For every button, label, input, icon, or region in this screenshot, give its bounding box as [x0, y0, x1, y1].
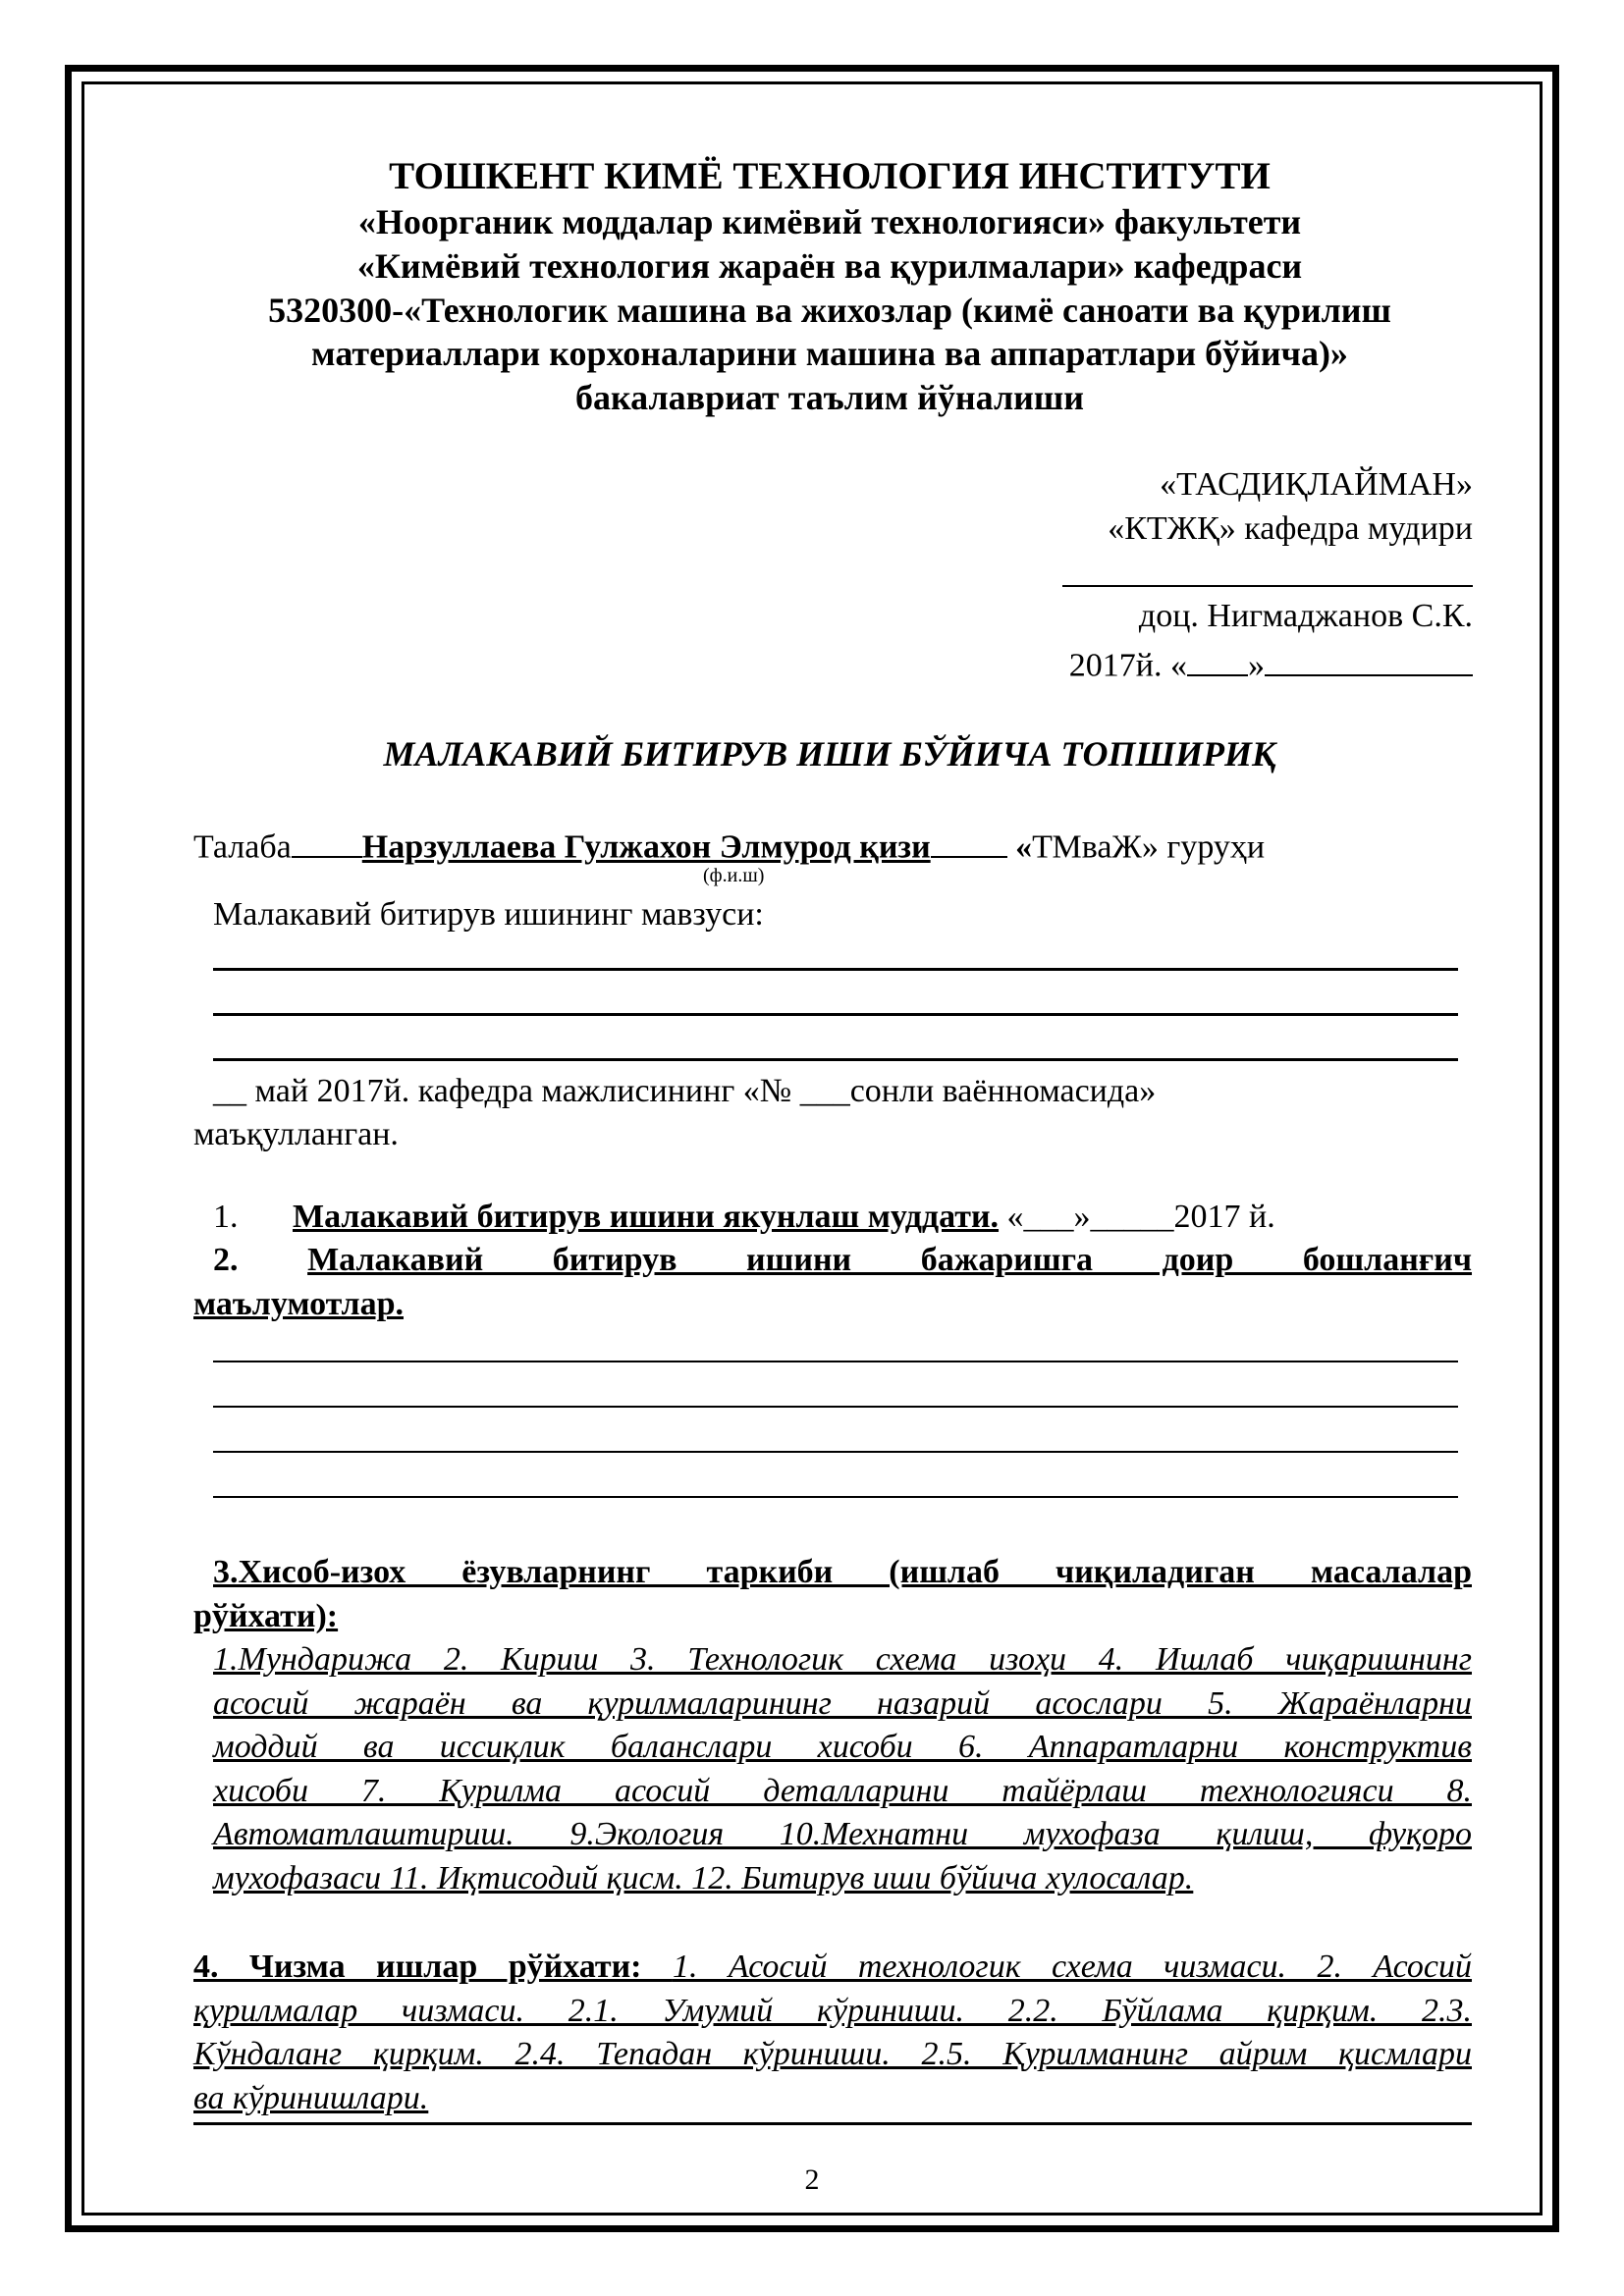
- student-line: [193, 821, 1265, 870]
- item3-heading-2: рўйхати):: [193, 1597, 339, 1634]
- item2-label-2: маълумотлар.: [193, 1285, 404, 1322]
- approved-line-2: маъқулланган.: [193, 1116, 399, 1152]
- item3-line: 1.Мундарижа 2. Кириш 3. Технологик схема изоҳи 4. Ишлаб чиқаришнинг: [213, 1641, 1472, 1678]
- item4-line-1: [193, 1946, 1472, 1990]
- item4-line: ва кўринишлари.: [193, 2079, 429, 2116]
- item1-day-blank: ___: [1023, 1199, 1074, 1235]
- data-line-1: [213, 1361, 1458, 1362]
- item3-line: Автоматлаштириш. 9.Экология 10.Мехнатни мухофаза қилиш, фуқоро: [213, 1816, 1472, 1852]
- item1-year: 2017 й.: [1173, 1199, 1275, 1235]
- item3-line: мухофазаси 11. Иқтисодий қисм. 12. Битирув иши бўйича хулосалар.: [213, 1859, 1194, 1896]
- approval-head: «КТЖҚ» кафедра мудири: [1108, 510, 1473, 547]
- item1-line: [293, 1196, 1275, 1239]
- day-blank: __: [213, 1073, 246, 1109]
- page-number: 2: [804, 2163, 820, 2196]
- item3-heading-1: 3.Хисоб-изох ёзувларнинг таркиби (ишлаб чиқиладиган масалалар: [213, 1554, 1472, 1590]
- item3-line: хисоби 7. Қурилма асосий деталларини тайёрлаш технологияси 8.: [213, 1772, 1472, 1809]
- date-quote: »: [1248, 647, 1265, 684]
- item4-text-1: 1. Асосий технологик схема чизмаси. 2. Асосий: [672, 1949, 1473, 1985]
- document-title: МАЛАКАВИЙ БИТИРУВ ИШИ БЎЙИЧА ТОПШИРИҚ: [383, 734, 1276, 774]
- item4-line: Кўндаланг қирқим. 2.4. Тепадан кўриниши. 2.5. Қурилманинг айрим қисмлари: [193, 2036, 1472, 2072]
- specialty-line-2: материаллари корхоналарини машина ва аппаратлари бўйича)»: [311, 334, 1348, 373]
- approved-end: сонли ваённомасида»: [849, 1073, 1157, 1109]
- item2-label: Малакавий битирув ишини бажаришга доир бошланғич: [307, 1242, 1473, 1278]
- item1-label: Малакавий битирув ишини якунлаш муддати.: [293, 1199, 1000, 1235]
- item3-line: асосий жараён ва қурилмаларининг назарий асослари 5. Жараёнларни: [213, 1684, 1472, 1722]
- day-blank: [1187, 639, 1248, 676]
- item4-block: [193, 1946, 1472, 2120]
- approver-name: доц. Нигмаджанов С.К.: [1138, 598, 1473, 634]
- specialty-line-1: 5320300-«Технологик машина ва жихозлар (кимё саноати ва қурилиш: [268, 291, 1391, 330]
- protocol-blank: ___: [799, 1073, 850, 1109]
- group-quote: «: [1015, 828, 1033, 866]
- topic-line-2: [213, 1013, 1458, 1016]
- item1-quote-open: «: [1006, 1199, 1024, 1235]
- month-blank: [1265, 639, 1473, 676]
- student-label: Талаба: [193, 828, 292, 866]
- item3-line: моддий ва иссиқлик баланслари хисоби 6. Аппаратларни конструктив: [213, 1729, 1472, 1765]
- department-name: «Кимёвий технология жараён ва қурилмалари» кафедраси: [356, 246, 1303, 286]
- fio-note: (ф.и.ш): [703, 865, 765, 886]
- approved-line-1: [213, 1070, 1156, 1113]
- item2-number: 2.: [213, 1242, 239, 1278]
- item1-quote-close: »: [1073, 1199, 1091, 1235]
- item3-heading: [193, 1551, 1472, 1638]
- approved-text: май 2017й. кафедра мажлисининг «№: [246, 1073, 800, 1109]
- topic-line-3: [213, 1058, 1458, 1061]
- item2-line-1: [193, 1239, 1472, 1283]
- data-line-3: [213, 1451, 1458, 1453]
- signature-line: [1062, 550, 1473, 599]
- item4-end-line: [193, 2122, 1472, 2125]
- approval-date: [1069, 639, 1473, 688]
- topic-label: Малакавий битирув ишининг мавзуси:: [213, 896, 764, 933]
- data-line-2: [213, 1406, 1458, 1408]
- institute-name: ТОШКЕНТ КИМЁ ТЕХНОЛОГИЯ ИНСТИТУТИ: [389, 155, 1271, 197]
- topic-line-1: [213, 968, 1458, 971]
- item3-list: [213, 1638, 1472, 1900]
- student-name: Нарзуллаева Гулжахон Элмурод қизи: [361, 828, 931, 866]
- item1-number: 1.: [213, 1199, 239, 1235]
- approval-title: «ТАСДИҚЛАЙМАН»: [1160, 466, 1473, 503]
- data-line-4: [213, 1496, 1458, 1498]
- faculty-name: «Ноорганик моддалар кимёвий технологияси» факультети: [357, 202, 1302, 241]
- item4-heading: 4. Чизма ишлар рўйхати:: [193, 1949, 642, 1985]
- item2-block: [193, 1239, 1472, 1326]
- date-prefix: 2017й. «: [1068, 647, 1187, 684]
- item1-month-blank: _____: [1090, 1199, 1174, 1235]
- student-group: ТМваЖ» гуруҳи: [1032, 828, 1266, 866]
- item4-line: қурилмалар чизмаси. 2.1. Умумий кўриниши. 2.2. Бўйлама қирқим. 2.3.: [193, 1992, 1472, 2029]
- degree-line: бакалавриат таълим йўналиши: [574, 378, 1085, 417]
